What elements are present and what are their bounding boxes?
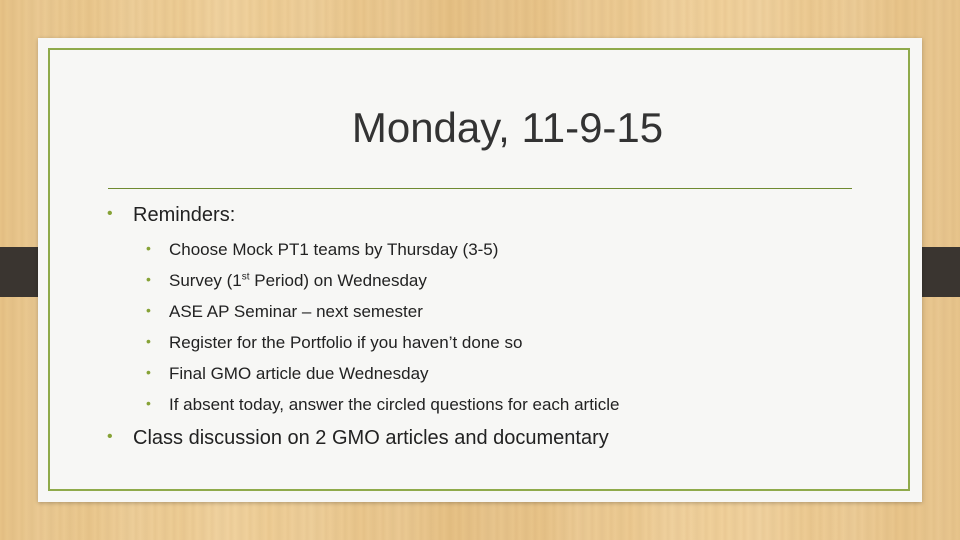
sub-bullet-text-prefix: Survey (1 <box>169 271 242 290</box>
bullet-icon: • <box>146 333 151 349</box>
bullet-icon: • <box>107 205 113 222</box>
bullet-icon: • <box>146 364 151 380</box>
sub-bullet-text: Choose Mock PT1 teams by Thursday (3-5) <box>169 240 499 259</box>
sub-bullet <box>146 240 499 260</box>
sub-bullet <box>146 302 423 322</box>
sub-bullet <box>146 395 620 415</box>
bullet-icon: • <box>107 428 113 445</box>
title-divider <box>108 188 852 189</box>
sub-bullet-text: ASE AP Seminar – next semester <box>169 302 423 321</box>
slide-title: Monday, 11-9-15 <box>351 104 664 151</box>
bullet-icon: • <box>146 302 151 318</box>
bullet-text: Class discussion on 2 GMO articles and documentary <box>133 427 609 449</box>
bullet-discussion <box>107 427 609 450</box>
slide <box>38 38 922 502</box>
sub-bullet-text: Period) on Wednesday <box>254 271 427 290</box>
bullet-icon: • <box>146 271 151 287</box>
bullet-icon: • <box>146 240 151 256</box>
sub-bullet-text: If absent today, answer the circled questions for each article <box>169 395 620 414</box>
sub-bullet-text: Final GMO article due Wednesday <box>169 364 429 383</box>
sub-bullet <box>146 333 523 353</box>
sub-bullet <box>146 364 429 384</box>
bullet-icon: • <box>146 395 151 411</box>
superscript: st <box>241 271 250 283</box>
bullet-text: Reminders: <box>133 204 236 226</box>
side-tab-left <box>0 247 38 297</box>
sub-bullet-text: Register for the Portfolio if you haven’t done so <box>169 333 523 352</box>
sub-bullet <box>146 271 427 291</box>
bullet-reminders <box>107 204 236 227</box>
